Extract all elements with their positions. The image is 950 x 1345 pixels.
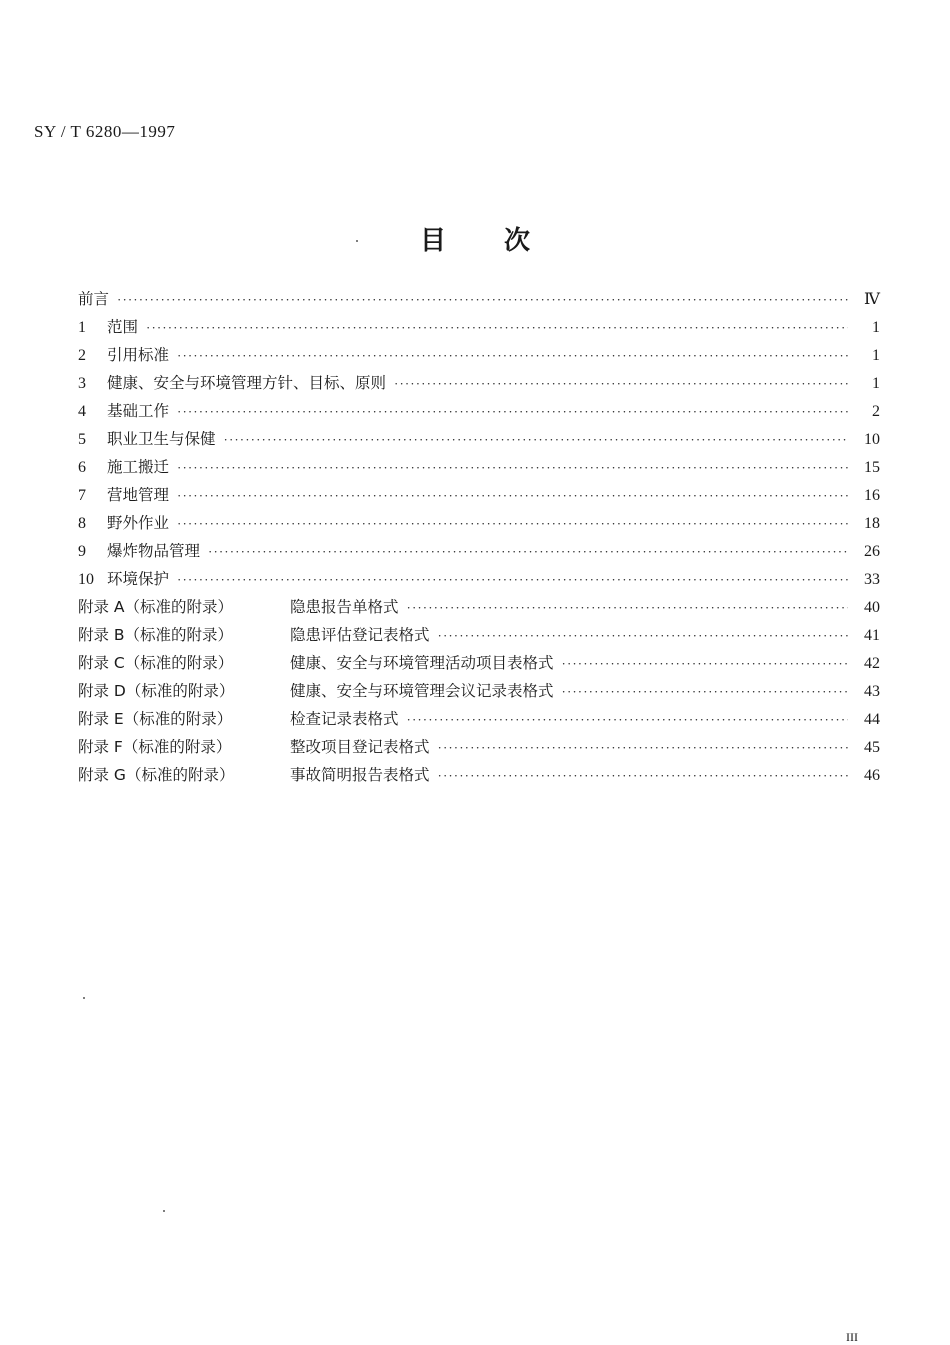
toc-appendix-a[interactable] — [78, 593, 880, 621]
toc-entry-number: 4 — [78, 403, 86, 420]
toc-entry-foreword[interactable] — [78, 285, 880, 313]
toc-entry-label: 健康、安全与环境管理方针、目标、原则 — [107, 374, 387, 392]
toc-entry-8[interactable] — [78, 509, 880, 537]
dot-leader — [407, 594, 848, 622]
toc-entry-page: 40 — [864, 599, 880, 616]
toc-entry-label: 施工搬迁 — [107, 458, 170, 476]
toc-entry-label: 前言 — [78, 290, 110, 308]
dot-leader — [224, 426, 848, 454]
standard-code: SY / T 6280—1997 — [34, 122, 176, 141]
appendix-prefix: 附录 D（标准的附录） — [78, 682, 235, 700]
toc-entry-label: 健康、安全与环境管理会议记录表格式 — [290, 682, 554, 700]
toc-appendix-d[interactable] — [78, 677, 880, 705]
dot-leader — [438, 762, 848, 790]
toc-entry-label: 环境保护 — [107, 570, 170, 588]
toc-entry-10[interactable] — [78, 565, 880, 593]
toc-entry-page: 43 — [864, 683, 880, 700]
toc-entry-1[interactable] — [78, 313, 880, 341]
scan-speck — [83, 997, 85, 999]
toc-appendix-g[interactable] — [78, 761, 880, 789]
toc-entry-page: 15 — [864, 459, 880, 476]
toc-entry-9[interactable] — [78, 537, 880, 565]
dot-leader — [177, 342, 848, 370]
dot-leader — [407, 706, 848, 734]
dot-leader — [562, 678, 848, 706]
appendix-prefix: 附录 B（标准的附录） — [78, 626, 234, 644]
table-of-contents — [78, 285, 880, 789]
dot-leader — [562, 650, 848, 678]
toc-entry-number: 10 — [78, 571, 94, 588]
dot-leader — [117, 286, 848, 314]
toc-entry-page: 1 — [872, 347, 880, 364]
toc-entry-page: 42 — [864, 655, 880, 672]
toc-entry-label: 引用标准 — [107, 346, 170, 364]
toc-entry-page: 1 — [872, 319, 880, 336]
toc-entry-3[interactable] — [78, 369, 880, 397]
scan-speck — [163, 1210, 165, 1212]
toc-entry-number: 8 — [78, 515, 86, 532]
toc-entry-5[interactable] — [78, 425, 880, 453]
toc-entry-number: 9 — [78, 543, 86, 560]
page-number: III — [846, 1330, 858, 1344]
toc-entry-4[interactable] — [78, 397, 880, 425]
dot-leader — [177, 566, 848, 594]
toc-entry-number: 1 — [78, 319, 86, 336]
toc-entry-number: 6 — [78, 459, 86, 476]
dot-leader — [208, 538, 848, 566]
toc-appendix-e[interactable] — [78, 705, 880, 733]
toc-entry-label: 整改项目登记表格式 — [290, 738, 430, 756]
dot-leader — [394, 370, 848, 398]
toc-entry-page: 45 — [864, 739, 880, 756]
toc-entry-label: 健康、安全与环境管理活动项目表格式 — [290, 654, 554, 672]
toc-entry-page: 41 — [864, 627, 880, 644]
dot-leader — [438, 622, 848, 650]
toc-entry-page: 46 — [864, 767, 880, 784]
toc-entry-2[interactable] — [78, 341, 880, 369]
toc-entry-label: 营地管理 — [107, 486, 170, 504]
dot-leader — [146, 314, 848, 342]
toc-entry-label: 检查记录表格式 — [290, 710, 399, 728]
appendix-prefix: 附录 C（标准的附录） — [78, 654, 234, 672]
toc-entry-page: 1 — [872, 375, 880, 392]
toc-entry-label: 范围 — [107, 318, 139, 336]
appendix-prefix: 附录 F（标准的附录） — [78, 738, 232, 756]
toc-entry-page: 44 — [864, 711, 880, 728]
toc-entry-page: 16 — [864, 487, 880, 504]
toc-entry-page: 10 — [864, 431, 880, 448]
dot-leader — [438, 734, 848, 762]
toc-appendix-f[interactable] — [78, 733, 880, 761]
toc-entry-number: 3 — [78, 375, 86, 392]
toc-entry-7[interactable] — [78, 481, 880, 509]
dot-leader — [177, 398, 848, 426]
dot-leader — [177, 510, 848, 538]
toc-entry-number: 2 — [78, 347, 86, 364]
toc-entry-page: 2 — [872, 403, 880, 420]
toc-appendix-c[interactable] — [78, 649, 880, 677]
dot-leader — [177, 454, 848, 482]
toc-entry-page: 18 — [864, 515, 880, 532]
appendix-prefix: 附录 A（标准的附录） — [78, 598, 234, 616]
dot-leader — [177, 482, 848, 510]
toc-entry-label: 职业卫生与保健 — [107, 430, 216, 448]
toc-entry-label: 基础工作 — [107, 402, 170, 420]
page-title: 目次 — [419, 226, 588, 256]
scan-speck — [356, 240, 358, 242]
toc-entry-label: 事故简明报告表格式 — [290, 766, 430, 784]
toc-entry-label: 隐患报告单格式 — [290, 598, 399, 616]
toc-entry-label: 野外作业 — [107, 514, 170, 532]
toc-entry-6[interactable] — [78, 453, 880, 481]
toc-appendix-b[interactable] — [78, 621, 880, 649]
toc-entry-page: Ⅳ — [864, 291, 880, 308]
toc-entry-label: 爆炸物品管理 — [107, 542, 201, 560]
toc-entry-number: 7 — [78, 487, 86, 504]
appendix-prefix: 附录 G（标准的附录） — [78, 766, 235, 784]
toc-entry-number: 5 — [78, 431, 86, 448]
toc-entry-label: 隐患评估登记表格式 — [290, 626, 430, 644]
toc-entry-page: 33 — [864, 571, 880, 588]
appendix-prefix: 附录 E（标准的附录） — [78, 710, 233, 728]
toc-entry-page: 26 — [864, 543, 880, 560]
